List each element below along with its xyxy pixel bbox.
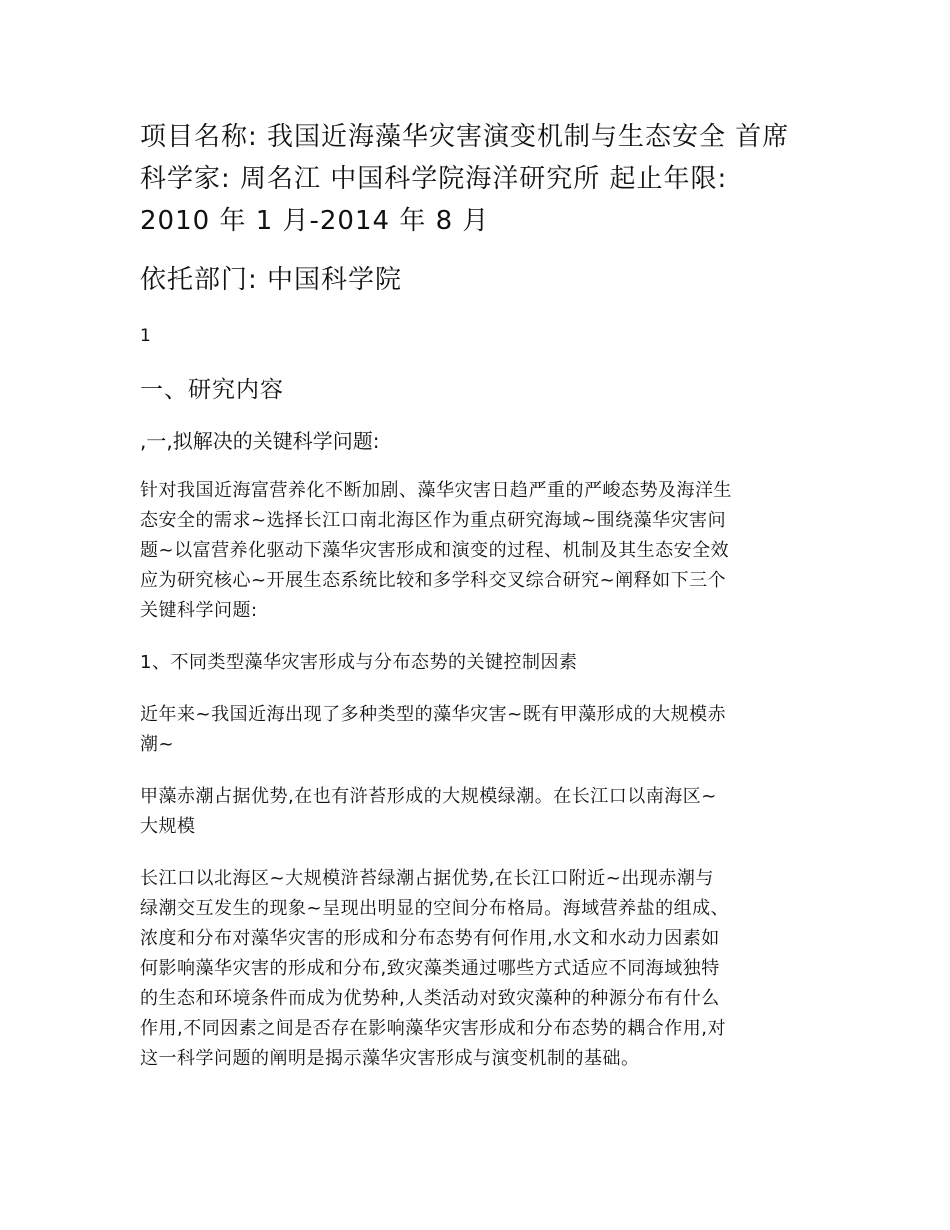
paragraph-line: 的生态和环境条件而成为优势种,人类活动对致灾藻种的种源分布有什么 [140, 988, 720, 1009]
paragraph-north [140, 864, 820, 1074]
paragraph-line: 针对我国近海富营养化不断加剧、藻华灾害日趋严重的严峻态势及海洋生 [140, 480, 732, 501]
subsection-heading: ,一,拟解决的关键科学问题: [140, 429, 380, 453]
department-line: 依托部门: 中国科学院 [140, 265, 403, 295]
paragraph-line: 题~以富营养化驱动下藻华灾害形成和演变的过程、机制及其生态安全效 [140, 540, 730, 561]
document-page [140, 116, 820, 1074]
paragraph-line: 绿潮交互发生的现象~呈现出明显的空间分布格局。海域营养盐的组成、 [140, 898, 730, 919]
paragraph-recent [140, 700, 820, 760]
paragraph-line: 长江口以北海区~大规模浒苔绿潮占据优势,在长江口附近~出现赤潮与 [140, 868, 714, 889]
page-number: 1 [140, 326, 151, 346]
title-line: 科学家: 周名江 中国科学院海洋研究所 起止年限: [140, 164, 728, 194]
paragraph-line: 应为研究核心~开展生态系统比较和多学科交叉综合研究~阐释如下三个 [140, 570, 727, 591]
paragraph-intro [140, 476, 820, 626]
paragraph-line: 关键科学问题: [140, 600, 258, 621]
paragraph-line: 大规模 [140, 816, 196, 837]
section-heading: 一、研究内容 [140, 377, 284, 403]
paragraph-line: 1、不同类型藻华灾害形成与分布态势的关键控制因素 [140, 652, 578, 673]
paragraph-line: 近年来~我国近海出现了多种类型的藻华灾害~既有甲藻形成的大规模赤 [140, 704, 727, 725]
project-title-block [140, 116, 820, 242]
paragraph-line: 作用,不同因素之间是否存在影响藻华灾害形成和分布态势的耦合作用,对 [140, 1018, 726, 1039]
paragraph-line: 潮~ [140, 734, 175, 755]
paragraph-line: 何影响藻华灾害的形成和分布,致灾藻类通过哪些方式适应不同海域独特 [140, 958, 720, 979]
paragraph-line: 这一科学问题的阐明是揭示藻华灾害形成与演变机制的基础。 [140, 1048, 640, 1069]
paragraph-line: 浓度和分布对藻华灾害的形成和分布态势有何作用,水文和水动力因素如 [140, 928, 720, 949]
title-line: 项目名称: 我国近海藻华灾害演变机制与生态安全 首席 [140, 122, 790, 152]
title-line: 2010 年 1 月-2014 年 8 月 [140, 206, 490, 236]
paragraph-line: 态安全的需求~选择长江口南北海区作为重点研究海域~围绕藻华灾害问 [140, 510, 727, 531]
paragraph-south [140, 782, 820, 842]
question-heading-1 [140, 648, 820, 678]
paragraph-line: 甲藻赤潮占据优势,在也有浒苔形成的大规模绿潮。在长江口以南海区~ [140, 786, 717, 807]
